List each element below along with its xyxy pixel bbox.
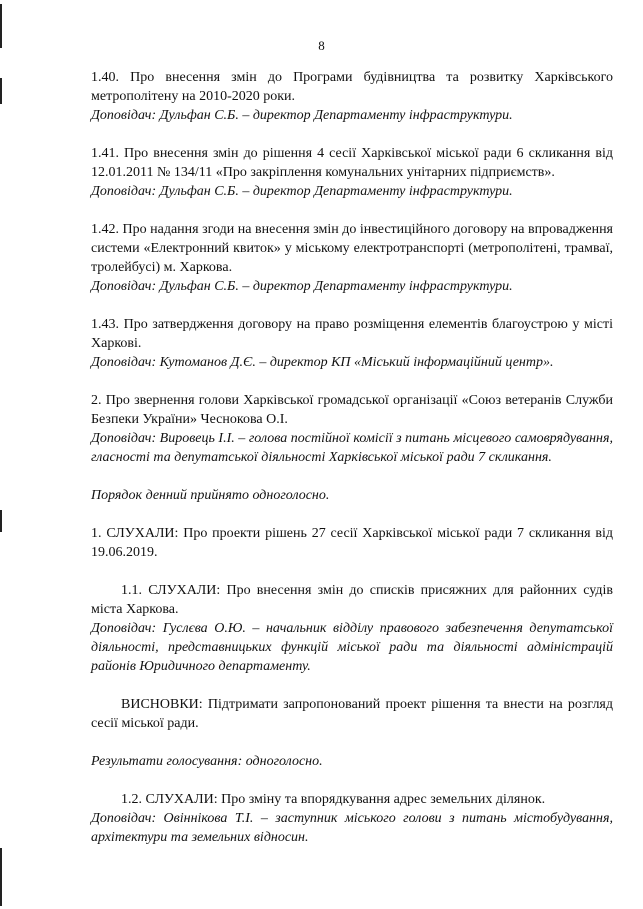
agenda-item-text: 1.40. Про внесення змін до Програми будівництва та розвитку Харківського метрополітену на 2010-2020 роки. xyxy=(91,70,613,104)
subsection-text: 1.1. СЛУХАЛИ: Про внесення змін до списків присяжних для районних судів міста Харкова. xyxy=(91,583,613,617)
scan-edge-mark xyxy=(0,848,2,906)
agenda-item-1-42 xyxy=(91,220,613,296)
subsection-1-1 xyxy=(91,581,613,676)
document-body xyxy=(91,68,613,866)
conclusion-text: ВИСНОВКИ: Підтримати запропонований проект рішення та внести на розгляд сесії міської ради. xyxy=(91,697,613,731)
agenda-item-text: 1.42. Про надання згоди на внесення змін до інвестиційного договору на впровадження системи «Електронний квиток» у міському електротранспорті (метрополітені, трамваї, тролейбусі) м. Харкова. xyxy=(91,222,613,275)
subsection-1-2 xyxy=(91,790,613,847)
scan-edge-mark xyxy=(0,510,2,532)
agenda-item-1-43 xyxy=(91,315,613,372)
agenda-item-reporter: Доповідач: Кутоманов Д.Є. – директор КП «Міський інформаційний центр». xyxy=(91,355,554,370)
agenda-item-reporter: Доповідач: Дульфан С.Б. – директор Департаменту інфраструктури. xyxy=(91,279,513,294)
subsection-text: 1.2. СЛУХАЛИ: Про зміну та впорядкування адрес земельних ділянок. xyxy=(121,792,546,807)
agenda-item-text: 2. Про звернення голови Харківської громадської організації «Союз ветеранів Служби Безпеки України» Чеснокова О.І. xyxy=(91,393,613,427)
agenda-item-1-41 xyxy=(91,144,613,201)
agenda-adopted-note: Порядок денний прийнято одноголосно. xyxy=(91,488,330,503)
subsection-reporter: Доповідач: Овіннікова Т.І. – заступник міського голови з питань містобудування, архітектури та земельних відносин. xyxy=(91,811,613,845)
agenda-item-1-40 xyxy=(91,68,613,125)
scan-edge-mark xyxy=(0,78,2,104)
page-number: 8 xyxy=(318,38,325,53)
agenda-item-2 xyxy=(91,391,613,467)
agenda-item-reporter: Доповідач: Дульфан С.Б. – директор Департаменту інфраструктури. xyxy=(91,184,513,199)
agenda-item-text: 1.41. Про внесення змін до рішення 4 сесії Харківської міської ради 6 скликання від 12.01.2011 № 134/11 «Про закріплення комунальних унітарних підприємств». xyxy=(91,146,613,180)
subsection-reporter: Доповідач: Гуслєва О.Ю. – начальник відділу правового забезпечення депутатської діяльності, представницьких функцій міської ради та діяльності адміністрацій районів Юридичного департаменту. xyxy=(91,621,613,674)
vote-result: Результати голосування: одноголосно. xyxy=(91,754,323,769)
section-1-heard: 1. СЛУХАЛИ: Про проекти рішень 27 сесії Харківської міської ради 7 скликання від 19.06.2019. xyxy=(91,526,613,560)
agenda-item-reporter: Доповідач: Вировець І.І. – голова постійної комісії з питань місцевого самоврядування, гласності та депутатської діяльності Харківської міської ради 7 скликання. xyxy=(91,431,613,465)
agenda-item-text: 1.43. Про затвердження договору на право розміщення елементів благоустрою у місті Харкові. xyxy=(91,317,613,351)
agenda-item-reporter: Доповідач: Дульфан С.Б. – директор Департаменту інфраструктури. xyxy=(91,108,513,123)
